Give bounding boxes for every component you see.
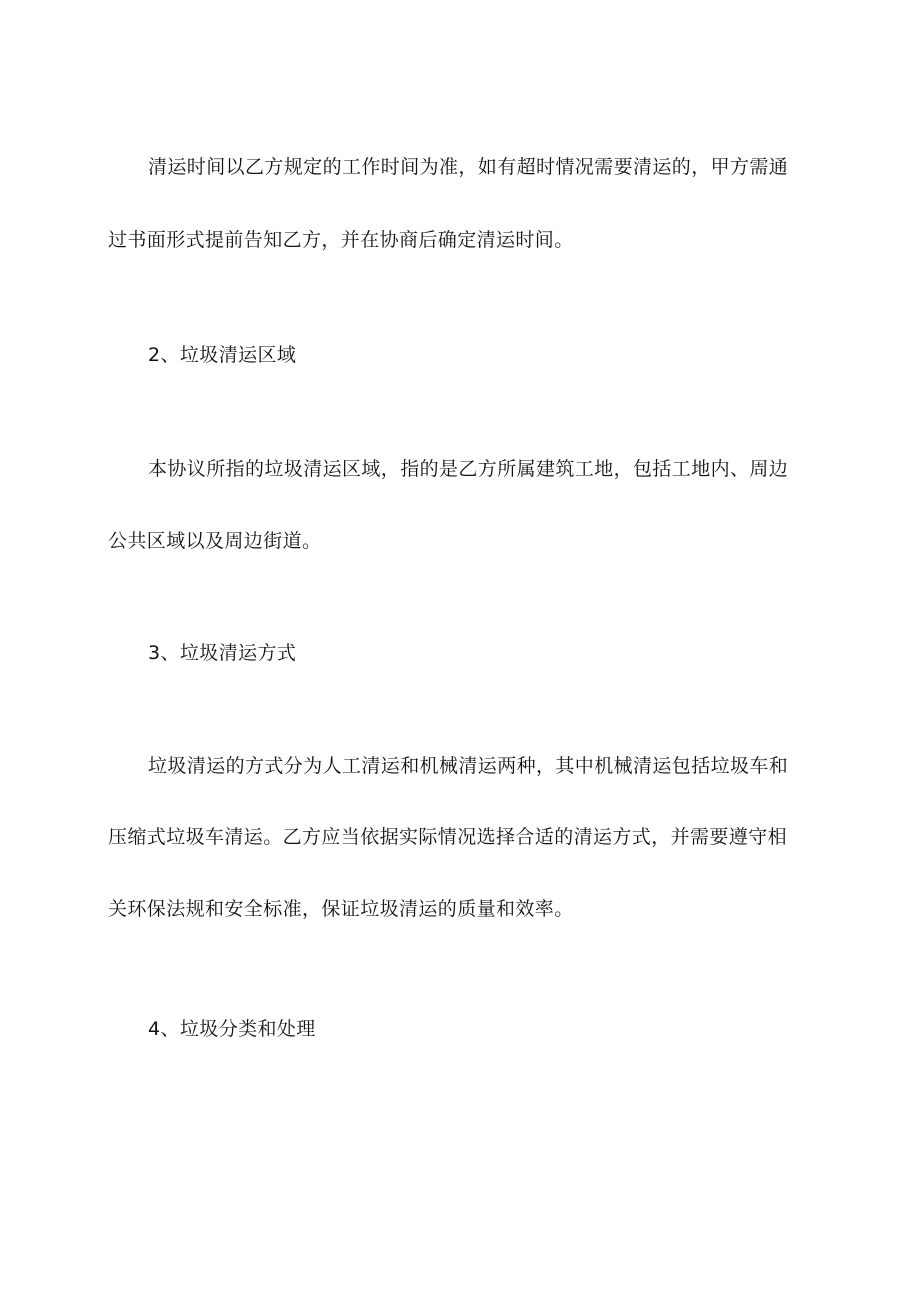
paragraph-line: 垃圾清运的方式分为人工清运和机械清运两种，其中机械清运包括垃圾车和 bbox=[148, 755, 789, 777]
paragraph-line: 关环保法规和安全标准，保证垃圾清运的质量和效率。 bbox=[108, 898, 574, 920]
paragraph-line: 清运时间以乙方规定的工作时间为准，如有超时情况需要清运的，甲方需通 bbox=[148, 156, 789, 178]
section-heading: 4、垃圾分类和处理 bbox=[148, 1018, 316, 1040]
paragraph-line: 压缩式垃圾车清运。乙方应当依据实际情况选择合适的清运方式，并需要遵守相 bbox=[108, 826, 788, 848]
paragraph-line: 公共区域以及周边街道。 bbox=[108, 530, 322, 552]
section-heading: 3、垃圾清运方式 bbox=[148, 642, 297, 664]
section-heading: 2、垃圾清运区域 bbox=[148, 344, 297, 366]
paragraph-line: 过书面形式提前告知乙方，并在协商后确定清运时间。 bbox=[108, 229, 574, 251]
paragraph-line: 本协议所指的垃圾清运区域，指的是乙方所属建筑工地，包括工地内、周边 bbox=[148, 458, 789, 480]
